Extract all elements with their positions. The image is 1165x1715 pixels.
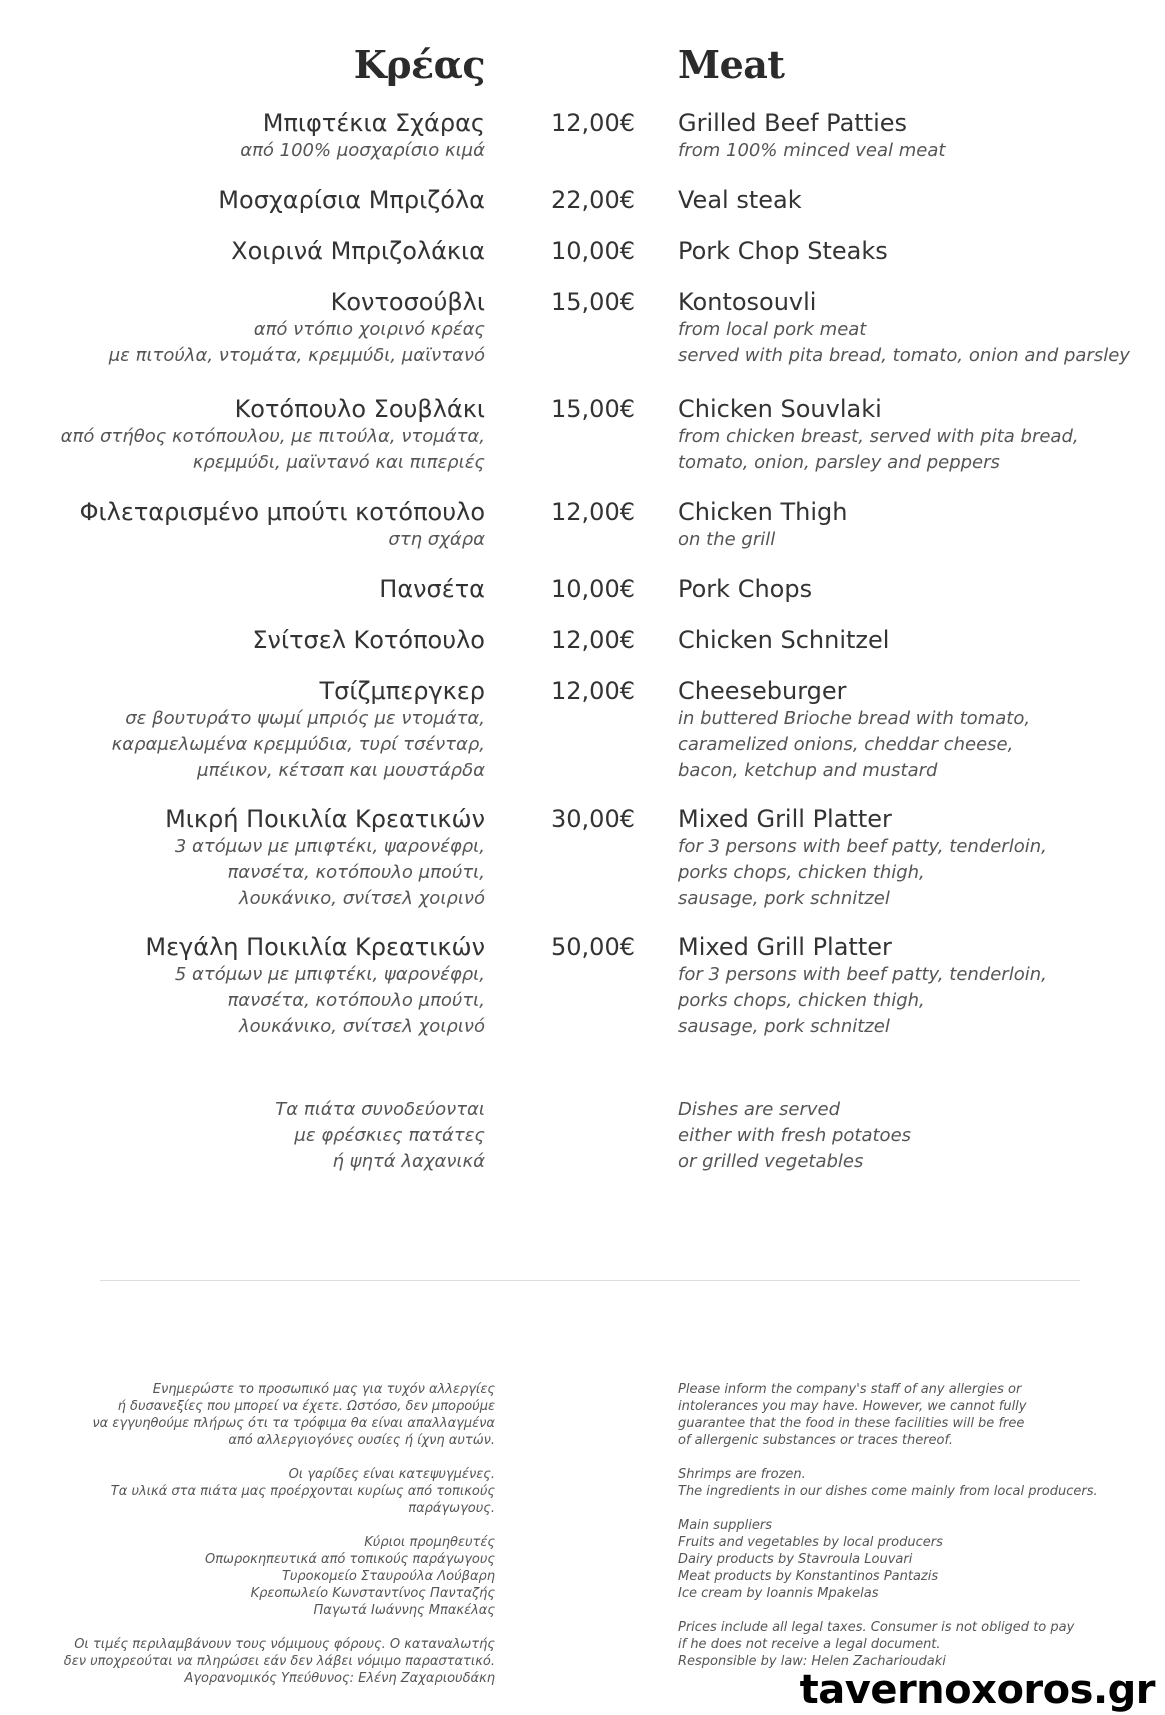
item-name-english: Mixed Grill Platter — [678, 805, 892, 833]
site-watermark: tavernoxoros.gr — [799, 1667, 1155, 1713]
side-dish-note-greek: Τα πιάτα συνοδεύονται με φρέσκιες πατάτες ή ψητά λαχανικά — [275, 1099, 485, 1172]
item-desc-greek: από στήθος κοτόπουλου, με πιτούλα, ντομάτα, κρεμμύδι, μαϊντανό και πιπεριές — [60, 426, 485, 473]
section-title-greek: Κρέας — [353, 42, 485, 87]
item-desc-greek: από ντόπιο χοιρινό κρέας με πιτούλα, ντομάτα, κρεμμύδι, μαϊντανό — [108, 319, 485, 366]
item-price: 22,00€ — [551, 186, 635, 214]
item-desc-english: from local pork meat served with pita bread, tomato, onion and parsley — [678, 319, 1130, 366]
item-price: 10,00€ — [551, 237, 635, 265]
legal-notice-greek: Οι τιμές περιλαμβάνουν τους νόμιμους φόρους. Ο καταναλωτής δεν υποχρεούται να πληρώσει εάν δεν λάβει νόμιμο παραστατικό. Αγορανομικός Υπεύθυνος: Ελένη Ζαχαριουδάκη — [63, 1637, 495, 1686]
item-name-english: Kontosouvli — [678, 288, 817, 316]
item-desc-english: in buttered Brioche bread with tomato, caramelized onions, cheddar cheese, bacon, ketchup and mustard — [678, 708, 1031, 781]
item-name-greek: Κοτόπουλο Σουβλάκι — [234, 395, 485, 423]
suppliers-english: Main suppliers Fruits and vegetables by local producers Dairy products by Stavroula Louvari Meat products by Konstantinos Pantazis Ice cream by Ioannis Mpakelas — [678, 1518, 943, 1601]
item-name-greek: Μικρή Ποικιλία Κρεατικών — [165, 805, 485, 833]
item-desc-greek: στη σχάρα — [388, 529, 485, 550]
item-desc-greek: σε βουτυράτο ψωμί μπριός με ντομάτα, καραμελωμένα κρεμμύδια, τυρί τσένταρ, μπέικον, κέτσαπ και μουστάρδα — [111, 708, 485, 781]
item-name-greek: Τσίζμπεργκερ — [319, 677, 485, 705]
item-name-greek: Μεγάλη Ποικιλία Κρεατικών — [145, 933, 485, 961]
legal-notice-english: Prices include all legal taxes. Consumer is not obliged to pay if he does not receive a legal document. Responsible by law: Helen Zacharioudaki — [678, 1620, 1075, 1669]
item-name-english: Pork Chop Steaks — [678, 237, 888, 265]
footer-english — [678, 1381, 1128, 1687]
item-name-english: Veal steak — [678, 186, 802, 214]
item-name-greek: Πανσέτα — [379, 575, 485, 603]
item-price: 10,00€ — [551, 575, 635, 603]
footer-greek — [25, 1381, 495, 1704]
suppliers-greek: Κύριοι προμηθευτές Οπωροκηπευτικά από τοπικούς παράγωγους Τυροκομείο Σταυρούλα Λούβαρη Κρεοπωλείο Κωνσταντίνος Πανταζής Παγωτά Ιωάννης Μπακέλας — [205, 1535, 495, 1618]
item-name-english: Cheeseburger — [678, 677, 847, 705]
item-name-english: Mixed Grill Platter — [678, 933, 892, 961]
item-price: 30,00€ — [551, 805, 635, 833]
item-name-english: Chicken Souvlaki — [678, 395, 882, 423]
item-name-english: Grilled Beef Patties — [678, 109, 908, 137]
item-desc-english: from 100% minced veal meat — [678, 140, 946, 161]
item-name-greek: Φιλεταρισμένο μπούτι κοτόπουλο — [79, 498, 485, 526]
ingredients-notice-english: Shrimps are frozen. The ingredients in our dishes come mainly from local producers. — [678, 1467, 1098, 1499]
side-dish-note-english: Dishes are served either with fresh potatoes or grilled vegetables — [678, 1099, 912, 1172]
item-name-greek: Χοιρινά Μπριζολάκια — [231, 237, 485, 265]
divider — [100, 1280, 1080, 1281]
item-desc-english: for 3 persons with beef patty, tenderloin, porks chops, chicken thigh, sausage, pork schnitzel — [678, 964, 1047, 1037]
item-name-greek: Κοντοσούβλι — [330, 288, 485, 316]
item-price: 12,00€ — [551, 626, 635, 654]
item-desc-english: for 3 persons with beef patty, tenderloin, porks chops, chicken thigh, sausage, pork schnitzel — [678, 836, 1047, 909]
item-desc-greek: από 100% μοσχαρίσιο κιμά — [240, 140, 485, 161]
item-name-english: Pork Chops — [678, 575, 813, 603]
ingredients-notice-greek: Οι γαρίδες είναι κατεψυγμένες. Τα υλικά στα πιάτα μας προέρχονται κυρίως από τοπικούς παράγωγους. — [110, 1467, 495, 1516]
item-name-english: Chicken Thigh — [678, 498, 848, 526]
item-name-greek: Σνίτσελ Κοτόπουλο — [252, 626, 485, 654]
item-price: 15,00€ — [551, 288, 635, 316]
allergy-notice-greek: Ενημερώστε το προσωπικό μας για τυχόν αλλεργίες ή δυσανεξίες που μπορεί να έχετε. Ωστόσο, δεν μπορούμε να εγγυηθούμε πλήρως ότι τα τρόφιμα θα είναι απαλλαγμένα από αλλεργιογόνες ουσίες ή ίχνη αυτών. — [92, 1382, 495, 1448]
item-name-english: Chicken Schnitzel — [678, 626, 890, 654]
item-desc-greek: 5 ατόμων με μπιφτέκι, ψαρονέφρι, πανσέτα, κοτόπουλο μπούτι, λουκάνικο, σνίτσελ χοιρινό — [174, 964, 485, 1037]
item-desc-english: on the grill — [678, 529, 776, 550]
item-price: 15,00€ — [551, 395, 635, 423]
item-desc-english: from chicken breast, served with pita bread, tomato, onion, parsley and peppers — [678, 426, 1079, 473]
item-price: 12,00€ — [551, 498, 635, 526]
item-desc-greek: 3 ατόμων με μπιφτέκι, ψαρονέφρι, πανσέτα, κοτόπουλο μπούτι, λουκάνικο, σνίτσελ χοιρινό — [174, 836, 485, 909]
item-name-greek: Μοσχαρίσια Μπριζόλα — [218, 186, 485, 214]
allergy-notice-english: Please inform the company's staff of any allergies or intolerances you may have. However, we cannot fully guarantee that the food in these facilities will be free of allergenic substances or traces thereof. — [678, 1382, 1027, 1448]
item-price: 50,00€ — [551, 933, 635, 961]
item-price: 12,00€ — [551, 109, 635, 137]
item-price: 12,00€ — [551, 677, 635, 705]
section-title-english: Meat — [678, 42, 785, 87]
item-name-greek: Μπιφτέκια Σχάρας — [262, 109, 485, 137]
